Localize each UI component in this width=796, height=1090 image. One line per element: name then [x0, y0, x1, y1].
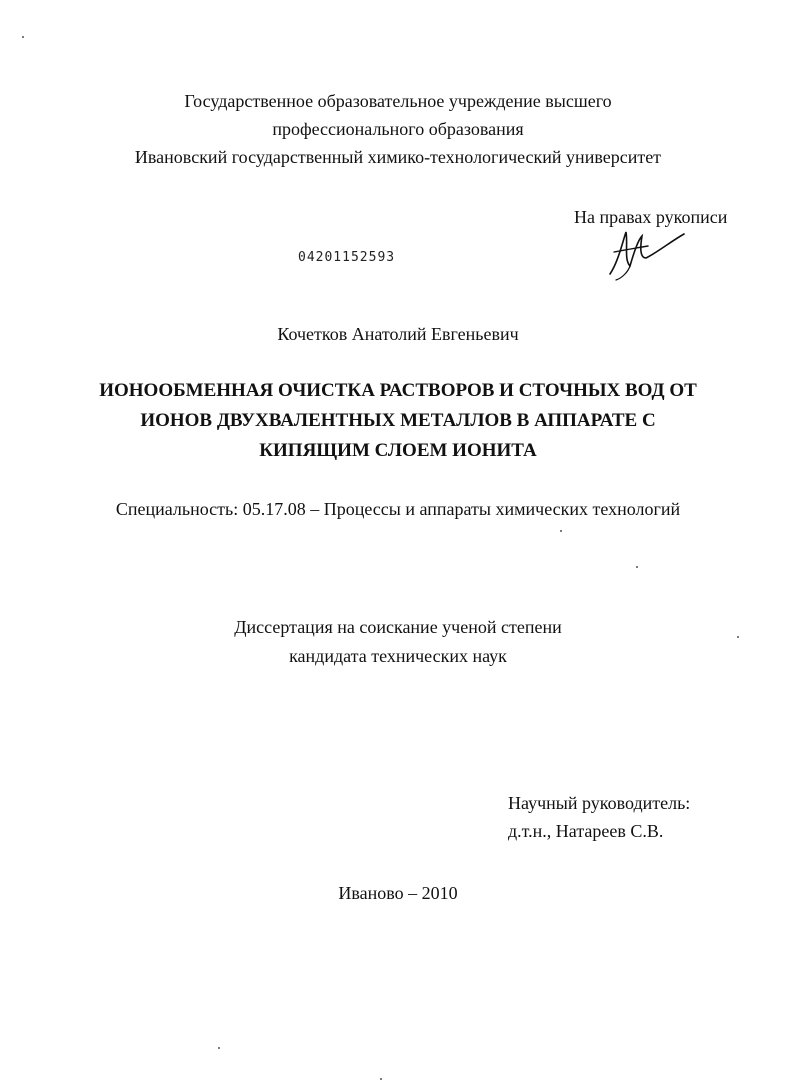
place-year: Иваново – 2010: [338, 883, 458, 903]
degree-line-1: Диссертация на соискание ученой степени: [234, 617, 562, 637]
institution-line-1: Государственное образовательное учреждение высшего: [184, 91, 612, 111]
thesis-title-line-2: ИОНОВ ДВУХВАЛЕНТНЫХ МЕТАЛЛОВ В АППАРАТЕ С: [140, 410, 656, 431]
scan-speck: [636, 566, 638, 568]
institution-line-3: Ивановский государственный химико-технологический университет: [134, 147, 662, 167]
specialty-line: Специальность: 05.17.08 – Процессы и аппараты химических технологий: [115, 499, 681, 519]
serial-number: 04201152593: [298, 250, 396, 265]
scan-speck: [737, 636, 739, 638]
thesis-title-line-1: ИОНООБМЕННАЯ ОЧИСТКА РАСТВОРОВ И СТОЧНЫХ ВОД ОТ: [99, 380, 697, 401]
scan-speck: [380, 1078, 382, 1080]
scan-speck: [218, 1047, 220, 1049]
author-name: Кочетков Анатолий Евгеньевич: [277, 324, 519, 344]
institution-line-2: профессионального образования: [272, 119, 524, 139]
supervisor-name: д.т.н., Натареев С.В.: [508, 821, 664, 841]
supervisor-label: Научный руководитель:: [508, 793, 691, 813]
scan-speck: [560, 530, 562, 532]
manuscript-note: На правах рукописи: [574, 207, 728, 227]
signature-icon: [600, 222, 690, 282]
degree-line-2: кандидата технических наук: [289, 646, 507, 666]
scan-speck: [22, 36, 24, 38]
thesis-title-line-3: КИПЯЩИМ СЛОЕМ ИОНИТА: [259, 440, 537, 461]
